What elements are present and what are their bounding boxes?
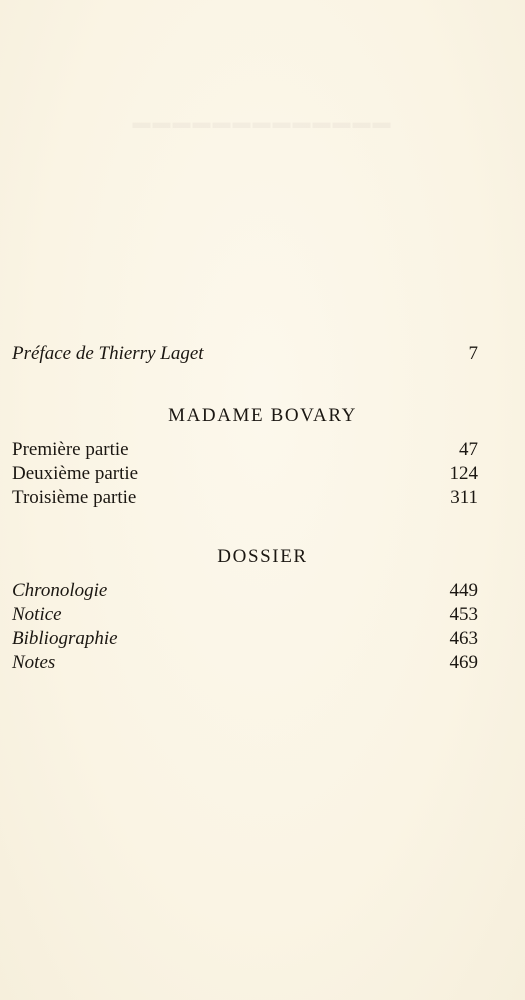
toc-entry-page: 47 bbox=[459, 439, 478, 460]
toc-entry-notes bbox=[12, 651, 478, 675]
toc-entry-notice bbox=[12, 603, 478, 627]
toc-entry-page: 7 bbox=[468, 343, 478, 364]
toc-entry-page: 469 bbox=[449, 652, 478, 673]
section-heading-madame-bovary: MADAME BOVARY bbox=[168, 405, 357, 426]
toc-entry-premiere-partie bbox=[12, 438, 478, 462]
toc-entry-title: Deuxième partie bbox=[12, 463, 139, 484]
toc-entry-deuxieme-partie bbox=[12, 462, 478, 486]
toc-entry-title: Préface de Thierry Laget bbox=[12, 343, 204, 364]
section-heading-dossier: DOSSIER bbox=[217, 546, 308, 567]
toc-entry-page: 453 bbox=[449, 604, 478, 625]
toc-entry-page: 463 bbox=[449, 628, 478, 649]
toc-entry-title: Notice bbox=[12, 604, 62, 625]
toc-entry-page: 124 bbox=[449, 463, 478, 484]
toc-entry-bibliographie bbox=[12, 627, 478, 651]
toc-entry-title: Chronologie bbox=[12, 580, 108, 601]
toc-entry-title: Bibliographie bbox=[12, 628, 118, 649]
toc-entry-title: Première partie bbox=[12, 439, 129, 460]
toc-entry-troisieme-partie bbox=[12, 486, 478, 510]
show-through-decoration bbox=[0, 112, 525, 133]
toc-entry-preface bbox=[12, 342, 478, 366]
toc-entry-chronologie bbox=[12, 579, 478, 603]
toc-entry-title: Notes bbox=[12, 652, 56, 673]
toc-entry-title: Troisième partie bbox=[12, 487, 137, 508]
toc-entry-page: 449 bbox=[449, 580, 478, 601]
toc-entry-page: 311 bbox=[450, 487, 478, 508]
